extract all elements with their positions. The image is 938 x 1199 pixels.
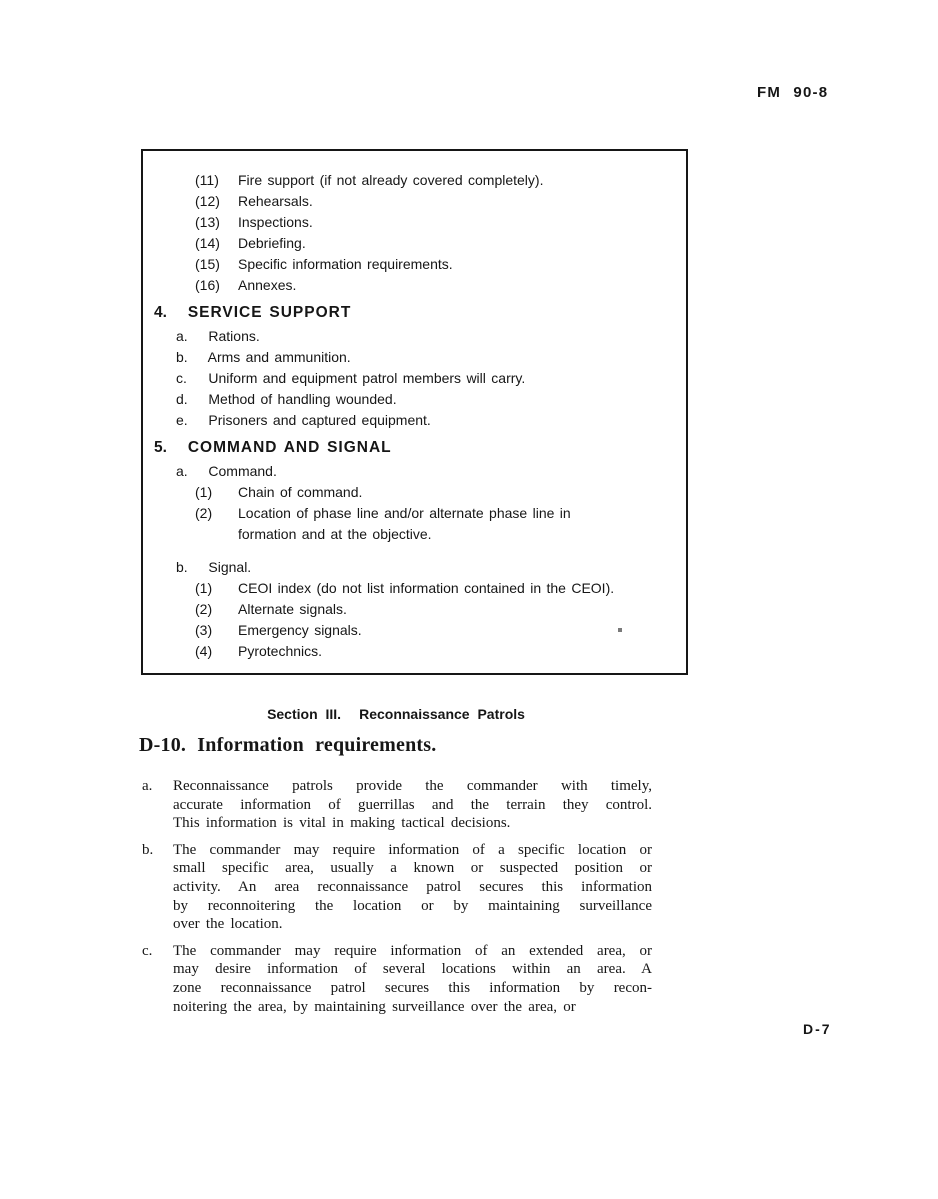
outline-item-4b [143,347,686,368]
article-body [140,777,652,1024]
item-text [238,503,686,545]
item-number: (12) [195,193,220,209]
item-text-line: formation and at the objective. [238,526,432,542]
paragraph-line: The commander may require information of a specific location or [173,841,652,858]
paragraph-line: accurate information of guerrillas and the terrain they control. [173,796,652,813]
item-text: Emergency signals. [238,622,362,638]
item-letter: d. [176,391,188,407]
item-letter: b. [176,559,188,575]
page-number: D-7 [803,1021,832,1037]
item-letter: a. [176,328,188,344]
item-text: CEOI index (do not list information contained in the CEOI). [238,580,615,596]
item-letter: a. [176,463,188,479]
outline-heading-command-and-signal [143,437,686,458]
paragraph-line: zone reconnaissance patrol secures this information by recon- [173,979,652,996]
item-letter: c. [176,370,187,386]
outline-item-4a [143,326,686,347]
item-text: Prisoners and captured equipment. [208,412,431,428]
item-number: (13) [195,214,220,230]
outline-item-13 [143,212,686,233]
outline-item-5b-signal [143,557,686,578]
paragraph-line: small specific area, usually a known or suspected position or [173,860,652,877]
article-heading: D-10. Information requirements. [139,734,437,756]
outline-item-5b4 [143,641,686,662]
item-number: (16) [195,277,220,293]
item-text: Rehearsals. [238,193,313,209]
item-text: Uniform and equipment patrol members will carry. [208,370,526,386]
paragraph-label: a. [142,778,153,794]
item-text: Command. [208,463,277,479]
header-doc-number: FM 90-8 [757,84,829,101]
item-text-line: Location of phase line and/or alternate phase line in [238,505,571,521]
outline-item-15 [143,254,686,275]
item-text: Arms and ammunition. [207,349,351,365]
heading-number: 4. [154,304,167,321]
item-number: (1) [195,484,213,500]
section-title: Reconnaissance Patrols [359,706,525,722]
paragraph-c [140,942,652,1016]
item-text: Specific information requirements. [238,256,453,272]
paragraph-a [140,777,652,833]
outline-item-14 [143,233,686,254]
patrol-order-outline-box [141,149,688,675]
outline-item-16 [143,275,686,296]
item-text: Alternate signals. [238,601,347,617]
outline-item-4e [143,410,686,431]
item-number: (1) [195,580,213,596]
outline-item-4c [143,368,686,389]
item-number: (3) [195,622,213,638]
paragraph-line: by reconnoitering the location or by maintaining surveillance [173,897,652,914]
item-text: Pyrotechnics. [238,643,323,659]
outline-item-5a1 [143,482,686,503]
item-text: Annexes. [238,277,297,293]
outline-heading-service-support [143,302,686,323]
paragraph-line: may desire information of several locations within an area. A [173,961,652,978]
item-text: Signal. [208,559,252,575]
item-number: (2) [195,505,213,521]
paragraph-line: over the location. [173,916,283,933]
heading-title: SERVICE SUPPORT [187,304,352,321]
outline-item-12 [143,191,686,212]
scan-speck [618,628,622,632]
item-number: (4) [195,643,213,659]
paragraph-line: noitering the area, by maintaining surveillance over the area, or [173,998,576,1015]
item-number: (14) [195,235,220,251]
item-number: (2) [195,601,213,617]
outline-item-5b1 [143,578,686,599]
item-text: Method of handling wounded. [208,391,397,407]
heading-number: 5. [154,439,167,456]
paragraph-b [140,841,652,934]
item-letter: b. [176,349,188,365]
paragraph-line: Reconnaissance patrols provide the commander with timely, [173,778,652,794]
outline-item-4d [143,389,686,410]
item-text: Rations. [208,328,260,344]
outline-item-5a2 [143,503,686,545]
outline-item-11 [143,170,686,191]
paragraph-label: b. [142,841,154,858]
paragraph-line: This information is vital in making tactical decisions. [173,815,511,832]
item-letter: e. [176,412,188,428]
section-label: Section III. [267,706,342,722]
outline-item-5a-command [143,461,686,482]
section-heading [140,706,652,722]
item-number: (15) [195,256,220,272]
item-number: (11) [195,172,219,188]
item-text: Chain of command. [238,484,363,500]
item-text: Debriefing. [238,235,306,251]
outline-item-5b2 [143,599,686,620]
paragraph-label: c. [142,942,153,959]
paragraph-line: activity. An area reconnaissance patrol secures this information [173,878,652,895]
paragraph-line: The commander may require information of an extended area, or [173,942,652,959]
heading-title: COMMAND AND SIGNAL [187,439,392,456]
outline-item-5b3 [143,620,686,641]
item-text: Fire support (if not already covered completely). [238,172,544,188]
item-text: Inspections. [238,214,313,230]
